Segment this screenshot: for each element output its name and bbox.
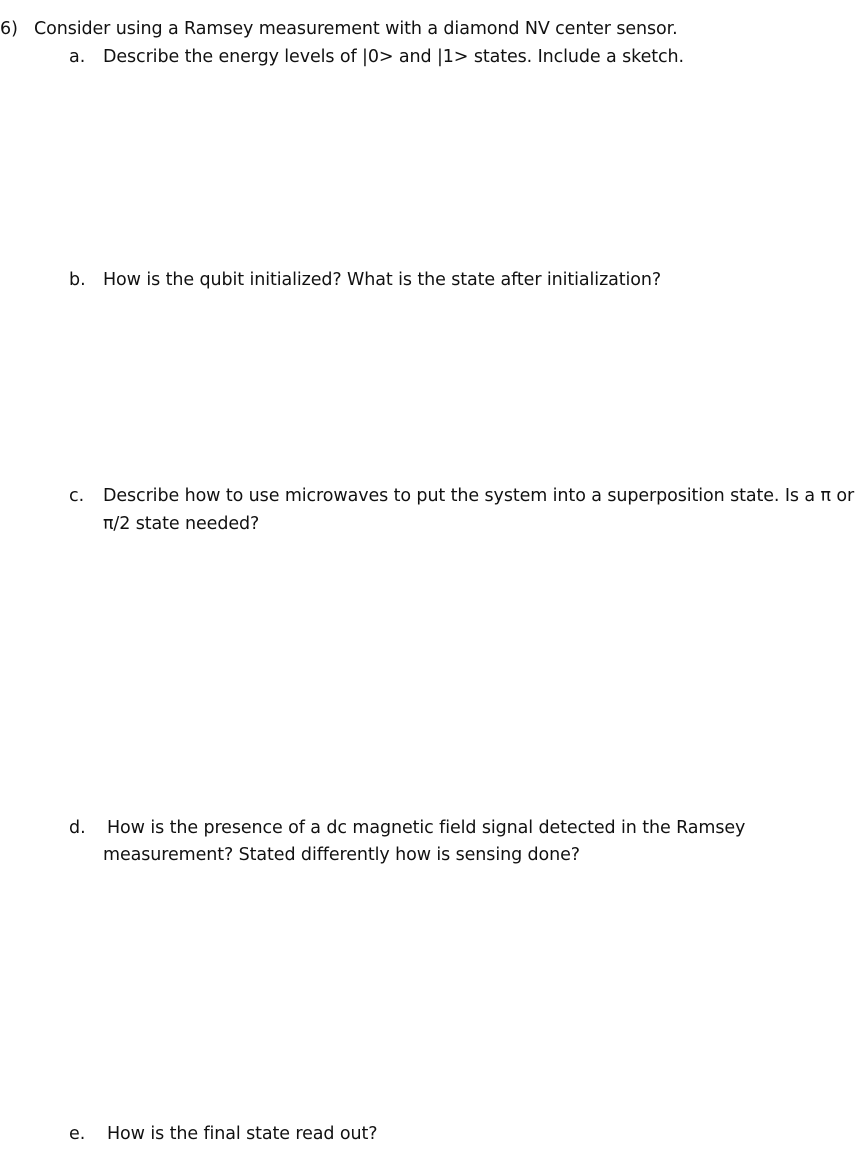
part-d-letter: d. bbox=[69, 818, 86, 838]
part-c-text-line-1: Describe how to use microwaves to put the system into a superposition state. Is a π or bbox=[103, 486, 855, 506]
part-b-text: How is the qubit initialized? What is the state after initialization? bbox=[103, 270, 662, 290]
part-e-letter: e. bbox=[69, 1124, 86, 1144]
part-c-letter: c. bbox=[69, 486, 85, 506]
question-text: Consider using a Ramsey measurement with a diamond NV center sensor. bbox=[34, 19, 678, 39]
part-d-text-line-1: How is the presence of a dc magnetic field signal detected in the Ramsey bbox=[107, 818, 746, 838]
part-d-text-line-2: measurement? Stated differently how is sensing done? bbox=[103, 845, 580, 865]
part-a-text: Describe the energy levels of |0> and |1> states. Include a sketch. bbox=[103, 47, 684, 67]
part-b-letter: b. bbox=[69, 270, 86, 290]
part-a-letter: a. bbox=[69, 47, 86, 67]
question-number: 6) bbox=[0, 19, 18, 39]
part-e-text: How is the final state read out? bbox=[107, 1124, 378, 1144]
part-c-text-line-2: π/2 state needed? bbox=[103, 514, 260, 534]
